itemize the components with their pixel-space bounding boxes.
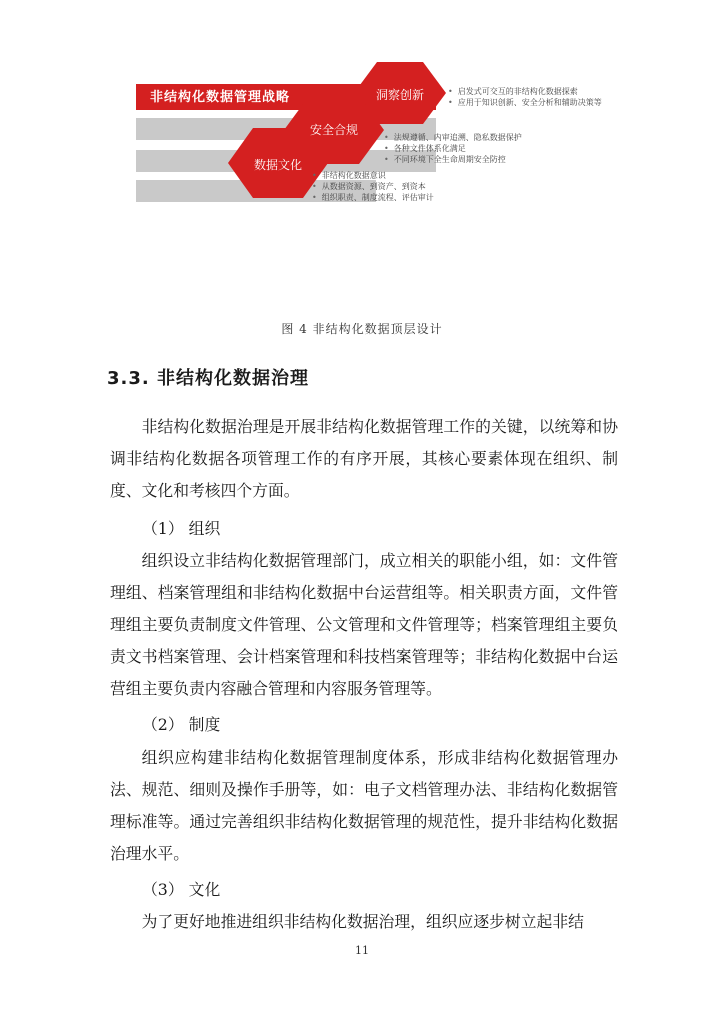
paragraph-intro: 非结构化数据治理是开展非结构化数据管理工作的关键，以统筹和协调非结构化数据各项管理工作的有序开展，其核心要素体现在组织、制度、文化和考核四个方面。 bbox=[110, 417, 618, 500]
paragraph-system: 组织应构建非结构化数据管理制度体系，形成非结构化数据管理办法、规范、细则及操作手册等，如：电子文档管理办法、非结构化数据管理标准等。通过完善组织非结构化数据管理的规范性，提升非结构化数据治理水平。 bbox=[110, 748, 618, 863]
paragraph-culture: 为了更好地推进组织非结构化数据治理，组织应逐步树立起非结 bbox=[141, 912, 584, 931]
hex-label-security: 安全合规 bbox=[309, 123, 358, 137]
bullet-item: • 应用于知识创新、安全分析和辅助决策等 bbox=[448, 97, 602, 108]
bullet-item: • 非结构化数据意识 bbox=[312, 170, 434, 181]
paragraph-organization: 组织设立非结构化数据管理部门，成立相关的职能小组，如：文件管理组、档案管理组和非结构化数据中台运营组等。相关职责方面，文件管理组主要负责制度文件管理、公文管理和文件管理等；档案管理组主要负责文书档案管理、会计档案管理和科技档案管理等；非结构化数据中台运营组主要负责内容融合管理和内容服务管理等。 bbox=[110, 551, 618, 698]
subheading-culture: （3） 文化 bbox=[142, 880, 221, 899]
bullet-item: • 组织职责、制度流程、评估审计 bbox=[312, 192, 434, 203]
bullet-group-insight bbox=[448, 86, 602, 108]
bullet-item: • 法规遵循、内审追溯、隐私数据保护 bbox=[384, 132, 522, 143]
hex-label-culture: 数据文化 bbox=[253, 158, 302, 172]
bullet-item: • 启发式可交互的非结构化数据探索 bbox=[448, 86, 602, 97]
subheading-system: （2） 制度 bbox=[142, 715, 221, 734]
bullet-group-culture bbox=[312, 170, 434, 203]
bullet-group-security bbox=[384, 132, 522, 165]
figure-caption: 图 4 非结构化数据顶层设计 bbox=[281, 322, 443, 336]
subheading-organization: （1） 组织 bbox=[142, 519, 221, 538]
bullet-item: • 各种文件体系化满足 bbox=[384, 143, 522, 154]
bullet-item: • 从数据资源、到资产、到资本 bbox=[312, 181, 434, 192]
hex-label-insight: 洞察创新 bbox=[375, 88, 424, 102]
top-level-design-figure bbox=[0, 0, 724, 300]
bullet-item: • 不同环境下全生命周期安全防控 bbox=[384, 154, 522, 165]
page-number: 11 bbox=[355, 944, 369, 957]
strategy-title: 非结构化数据管理战略 bbox=[150, 90, 291, 105]
section-title: 3.3. 非结构化数据治理 bbox=[107, 368, 309, 389]
